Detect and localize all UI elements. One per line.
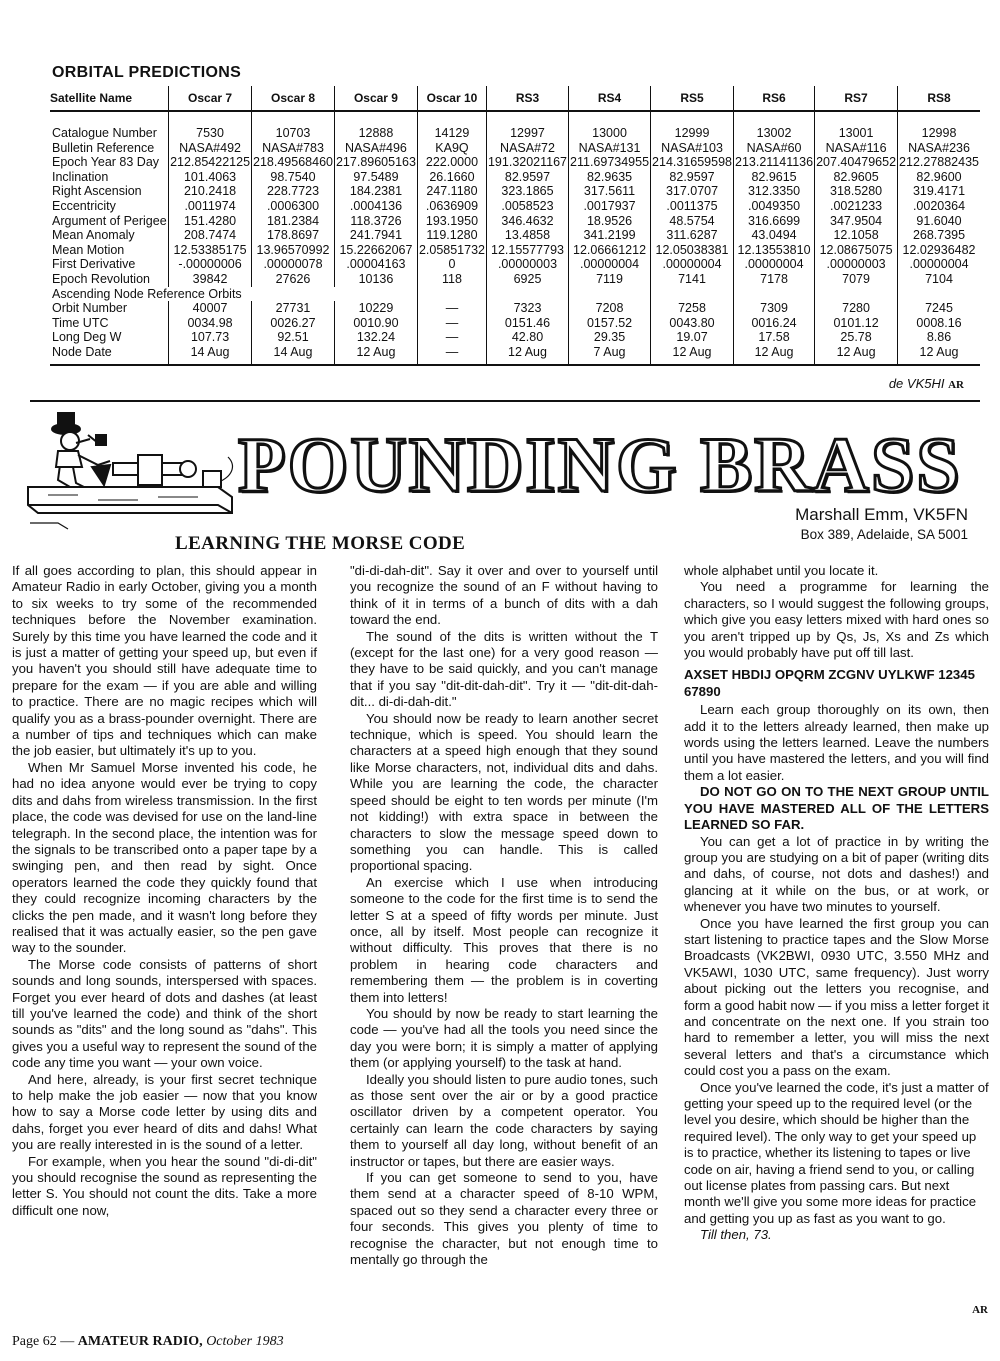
table-cell: 2.05851732 — [418, 242, 485, 257]
table-cell: 7 Aug — [569, 345, 651, 365]
row-label: Node Date — [52, 344, 112, 359]
table-cell: 48.5754 — [651, 214, 734, 229]
article-column-2 — [350, 563, 658, 1268]
row-label: Right Ascension — [52, 184, 142, 199]
table-cell: 317.0707 — [651, 184, 734, 199]
table-cell: 82.9635 — [569, 170, 651, 185]
table-cell: 43.0494 — [734, 228, 815, 243]
table-cell: -.00000006 — [169, 257, 252, 272]
table-cell: 19.07 — [651, 330, 734, 345]
table-cell: 39842 — [169, 272, 252, 287]
table-cell: .0011375 — [651, 199, 734, 214]
satellite-column-header: Oscar 7 — [169, 86, 252, 111]
table-row — [50, 330, 980, 345]
table-cell: 12998 — [898, 126, 980, 141]
table-cell: 29.35 — [569, 330, 651, 345]
table-cell: 211.69734955 — [570, 155, 650, 170]
paragraph: An exercise which I use when introducing someone to the code for the first time is to send the letter S at a speed of fifty words per minute. Just once, all by itself. Most people can recognize it without difficulty. This proves that there is no problem in hearing code characters and remembering them — the problem is in coverting them into letters! — [350, 874, 658, 1005]
table-cell: .0011974 — [169, 199, 252, 214]
table-cell: 118 — [417, 272, 486, 287]
table-row — [50, 170, 980, 185]
row-label: Epoch Revolution — [52, 271, 150, 286]
table-cell: — — [417, 301, 486, 316]
end-mark: AR — [948, 379, 964, 391]
table-cell: 12 Aug — [734, 345, 815, 365]
table-cell — [569, 287, 651, 302]
table-cell: 214.31659598 — [652, 155, 732, 170]
table-cell: 12.1058 — [815, 228, 898, 243]
table-cell: 7178 — [734, 272, 815, 287]
table-cell: 7141 — [651, 272, 734, 287]
table-cell: .00004163 — [334, 257, 417, 272]
table-cell — [651, 287, 734, 302]
table-cell: 213.21141136 — [735, 155, 814, 170]
table-cell: .0058523 — [486, 199, 568, 214]
table-cell: 12.08675075 — [815, 243, 898, 258]
table-cell: 12 Aug — [334, 345, 417, 365]
table-row — [50, 214, 980, 229]
table-cell — [815, 287, 898, 302]
morse-letter-groups: AXSET HBDIJ OPQRM ZCGNV UYLKWF 12345 67890 — [684, 667, 975, 699]
table-spacer-row — [50, 111, 980, 126]
table-header-row — [50, 86, 980, 111]
satellite-column-header: RS7 — [815, 86, 898, 111]
table-cell: NASA#72 — [486, 141, 568, 156]
table-cell — [734, 287, 815, 302]
table-cell: 318.5280 — [815, 184, 898, 199]
author-name: Marshall Emm, VK5FN — [795, 505, 968, 524]
table-row — [50, 228, 980, 243]
table-cell: .00000004 — [734, 257, 815, 272]
paragraph: Learn each group thoroughly on its own, then add it to the letters already learned, then make up words using the letters learned. Leave the numbers until you have mastered the letters, and you will find them a lot easier. — [684, 702, 989, 783]
table-cell: 184.2381 — [334, 184, 417, 199]
satellite-name-header: Satellite Name — [50, 86, 169, 111]
table-cell: 268.7395 — [898, 228, 980, 243]
table-cell: 212.85422125 — [170, 155, 251, 170]
table-cell: 27626 — [252, 272, 335, 287]
table-cell: .00000004 — [569, 257, 651, 272]
row-label: Mean Anomaly — [52, 228, 135, 243]
article-column-1 — [12, 563, 317, 1219]
table-cell: 101.4063 — [169, 170, 252, 185]
table-cell: 13001 — [815, 126, 898, 141]
table-cell: 7258 — [651, 301, 734, 316]
row-label: Catalogue Number — [52, 126, 157, 140]
table-cell: 14129 — [417, 126, 486, 141]
paragraph: You can get a lot of practice in by writing the group you are studying on a bit of paper (writing dits and dahs, of course, not dots and dashes!) and glancing at it while on the bus, or at work, or whenever you have two minutes to yourself. — [684, 833, 989, 915]
table-cell: 15.22662067 — [334, 243, 417, 258]
satellite-column-header: Oscar 9 — [334, 86, 417, 111]
table-cell: 119.1280 — [417, 228, 486, 243]
table-cell: 317.5611 — [569, 184, 651, 199]
table-cell: 12.02936482 — [898, 243, 980, 258]
table-row — [50, 257, 980, 272]
table-cell: 42.80 — [486, 330, 568, 345]
table-cell: 13000 — [569, 126, 651, 141]
end-mark: AR — [972, 1304, 988, 1316]
table-cell: 12.15577793 — [486, 243, 568, 258]
table-cell: 181.2384 — [252, 214, 335, 229]
table-cell: .00000078 — [252, 257, 335, 272]
table-cell: 0151.46 — [486, 316, 568, 331]
paragraph: "di-di-dah-dit". Say it over and over to yourself until you recognize the sound of an F without having to think of it in terms of a bunch of dits with a dah toward the end. — [350, 563, 658, 628]
table-cell: 40007 — [169, 301, 252, 316]
row-label: Time UTC — [52, 315, 109, 330]
table-cell: 228.7723 — [252, 184, 335, 199]
row-label: Epoch Year 83 Day — [52, 155, 160, 170]
table-cell: .00000004 — [651, 257, 734, 272]
table-cell: 241.7941 — [334, 228, 417, 243]
table-cell: .0049350 — [734, 199, 815, 214]
table-cell: NASA#116 — [815, 141, 898, 156]
table-cell: 7079 — [815, 272, 898, 287]
table-cell: 0016.24 — [734, 316, 815, 331]
author-address: Box 389, Adelaide, SA 5001 — [800, 527, 968, 542]
table-cell: 82.9597 — [486, 170, 568, 185]
table-cell: 7208 — [569, 301, 651, 316]
table-cell: 18.9526 — [569, 214, 651, 229]
table-cell: .00000003 — [815, 257, 898, 272]
row-label: Long Deg W — [52, 330, 122, 345]
table-cell: 14 Aug — [252, 345, 335, 365]
paragraph: For example, when you hear the sound "di-di-dit" you should recognise the sound as representing the letter S. You should not count the dits. Take a more difficult one now, — [12, 1153, 317, 1218]
table-cell: 118.3726 — [334, 214, 417, 229]
row-label: Bulletin Reference — [52, 140, 155, 155]
row-label: First Derivative — [52, 257, 136, 272]
credit-text: de VK5HI — [888, 376, 945, 391]
table-cell: 217.89605163 — [335, 155, 416, 170]
table-cell: 10229 — [334, 301, 417, 316]
table-cell: 92.51 — [252, 330, 335, 345]
table-cell: 0026.27 — [252, 316, 335, 331]
row-label: Argument of Perigee — [52, 213, 167, 228]
table-cell: 10703 — [252, 126, 335, 141]
table-cell: 0043.80 — [651, 316, 734, 331]
table-cell: 347.9504 — [815, 214, 898, 229]
table-row — [50, 199, 980, 214]
table-cell: 98.7540 — [252, 170, 335, 185]
table-cell: 212.27882435 — [899, 155, 979, 170]
table-cell: 25.78 — [815, 330, 898, 345]
table-cell: 0008.16 — [898, 316, 980, 331]
orbital-predictions-title: ORBITAL PREDICTIONS — [52, 64, 242, 81]
table-cell: 12.53385175 — [169, 243, 252, 258]
table-cell: 8.86 — [898, 330, 980, 345]
table-cell: 14 Aug — [169, 345, 252, 365]
paragraph: Once you've learned the code, it's just a matter of getting your speed up to the required level (or the level you desire, which should be higher than the required level). The only way to get your speed up is to practice, whether its listening to tapes or live code on air, having a friend send to you, or calling out license plates from passing cars. But next month we'll give you some more ideas for practice and getting you up as fast as you want to go. — [684, 1079, 989, 1226]
table-cell: 132.24 — [334, 330, 417, 345]
table-cell: NASA#131 — [569, 141, 651, 156]
table-cell: 82.9605 — [815, 170, 898, 185]
table-row — [50, 243, 980, 258]
paragraph: Ideally you should listen to pure audio tones, such as those sent over the air or by a good practice oscillator driven by a competent operator. You certainly can learn the code characters by saying them to yourself all day long, without benefit of an instructor or tapes, but there are easier ways. — [350, 1071, 658, 1169]
table-cell: 7104 — [898, 272, 980, 287]
table-cell: 222.0000 — [417, 155, 486, 170]
magazine-name: AMATEUR RADIO, — [77, 1334, 203, 1349]
table-cell: 13.4858 — [486, 228, 568, 243]
table-cell: 191.32021167 — [487, 155, 568, 170]
row-label: Ascending Node Reference Orbits — [52, 286, 242, 301]
table-cell: 7245 — [898, 301, 980, 316]
table-cell: 7119 — [569, 272, 651, 287]
table-cell: .0021233 — [815, 199, 898, 214]
table-cell: 6925 — [486, 272, 568, 287]
table-cell: .00000003 — [486, 257, 568, 272]
table-cell: .00000004 — [898, 257, 980, 272]
table-cell: 12 Aug — [486, 345, 568, 365]
row-label: Mean Motion — [52, 242, 125, 257]
table-cell: 26.1660 — [417, 170, 486, 185]
paragraph: The sound of the dits is written without the T (except for the last one) for a very good reason — they have to be said quickly, and you can't manage that if you say "dit-dit-dah-dit". Try it — "dit-dit-dah-dit... di-di-dah-dit." — [350, 628, 658, 710]
table-cell: 207.40479652 — [816, 155, 897, 170]
satellite-column-header: RS8 — [898, 86, 980, 111]
table-cell: 0101.12 — [815, 316, 898, 331]
table-cell: 7309 — [734, 301, 815, 316]
section-divider — [30, 400, 980, 402]
table-cell: 312.3350 — [734, 184, 815, 199]
satellite-column-header: RS4 — [569, 86, 651, 111]
orbital-credit — [889, 376, 964, 391]
table-row — [50, 287, 980, 302]
page-footer — [12, 1334, 284, 1350]
row-label: Inclination — [52, 169, 109, 184]
table-cell: NASA#60 — [734, 141, 815, 156]
article-column-3 — [684, 563, 989, 1244]
table-cell — [417, 287, 486, 302]
table-cell: 346.4632 — [486, 214, 568, 229]
table-cell: NASA#236 — [898, 141, 980, 156]
table-cell: .0017937 — [569, 199, 651, 214]
table-cell: 82.9600 — [898, 170, 980, 185]
paragraph: If you can get someone to send to you, have them send at a character speed of 8-10 WPM, spaced out so they send a character every three or four seconds. This gives you plenty of time to recognise the character, but not enough time to mentally go through the — [350, 1170, 658, 1268]
table-cell: 12 Aug — [651, 345, 734, 365]
table-cell: 311.6287 — [651, 228, 734, 243]
morse-key-cartoon-illustration — [18, 405, 243, 535]
table-cell: 0010.90 — [334, 316, 417, 331]
table-row — [50, 184, 980, 199]
paragraph: And here, already, is your first secret technique to help make the job easier — now that you know how to say a Morse code letter by using dits and dahs, forget you ever heard of dits and dahs! What you are really interested in is the sound of a letter. — [12, 1071, 317, 1153]
table-cell: 27731 — [252, 301, 335, 316]
table-row — [50, 301, 980, 316]
table-cell: 323.1865 — [486, 184, 568, 199]
satellite-column-header: Oscar 8 — [252, 86, 335, 111]
table-cell: 13.96570992 — [252, 243, 335, 258]
table-cell: 12997 — [486, 126, 568, 141]
table-cell: 341.2199 — [569, 228, 651, 243]
table-cell: 7280 — [815, 301, 898, 316]
table-cell: 208.7474 — [169, 228, 252, 243]
table-cell: 193.1950 — [417, 214, 486, 229]
table-cell: 178.8697 — [252, 228, 335, 243]
satellite-column-header: Oscar 10 — [417, 86, 486, 111]
table-cell: 82.9597 — [651, 170, 734, 185]
table-cell: 319.4171 — [898, 184, 980, 199]
table-cell — [898, 287, 980, 302]
table-row — [50, 345, 980, 365]
article-headline: LEARNING THE MORSE CODE — [175, 533, 466, 554]
table-cell: 107.73 — [169, 330, 252, 345]
paragraph: You need a programme for learning the characters, so I would suggest the following groups, which give you easy letters mixed with hard ones so you aren't tripped up by Qs, Js, Xs and Zs which you would probably have put off till last. — [684, 579, 989, 661]
table-cell: 12888 — [334, 126, 417, 141]
row-label: Orbit Number — [52, 301, 128, 316]
table-cell: 12.05038381 — [651, 243, 734, 258]
table-cell: 151.4280 — [169, 214, 252, 229]
table-row — [50, 155, 980, 170]
table-cell: 316.6699 — [734, 214, 815, 229]
table-cell: 91.6040 — [898, 214, 980, 229]
table-cell: 0034.98 — [169, 316, 252, 331]
table-cell: KA9Q — [417, 141, 486, 156]
table-cell: 0 — [417, 257, 486, 272]
table-cell: 210.2418 — [169, 184, 252, 199]
paragraph: You should now be ready to learn another secret technique, which is speed. You should learn the characters at a speed high enough that they sound like Morse characters, not, individual dits and dahs. While you are learning the code, the character speed should be eight to ten words per minute (I'm not kidding!) with extra space in between the characters to slow the message speed down to something you can handle. This is called proportional spacing. — [350, 710, 658, 874]
row-label: Eccentricity — [52, 198, 116, 213]
table-row — [50, 272, 980, 287]
orbital-predictions-table — [50, 86, 980, 366]
table-cell: NASA#103 — [651, 141, 734, 156]
table-cell: — — [417, 330, 486, 345]
table-cell: — — [417, 345, 486, 365]
table-cell: NASA#492 — [169, 141, 252, 156]
table-cell: 7323 — [486, 301, 568, 316]
table-cell: .0004136 — [334, 199, 417, 214]
issue-date: October 1983 — [206, 1334, 284, 1349]
table-row — [50, 141, 980, 156]
paragraph: Once you have learned the first group you can start listening to practice tapes and the Slow Morse Broadcasts (VK2BWI, 0930 UTC, 3.550 MHz and VK5AWI, 1030 UTC, same frequency). Just worry about picking out the letters you recognise, and form a good habit now — if you miss a letter forget it and concentrate on the next one. If you strain too hard to remember a letter, you will miss the next several letters and that's a circumstance which could cost you a pass on the exam. — [684, 915, 989, 1079]
table-cell: NASA#496 — [334, 141, 417, 156]
paragraph: You should by now be ready to start learning the code — you've had all the tools you need since the day you were born; it is simply a matter of applying them (or applying yourself) to the task at hand. — [350, 1005, 658, 1071]
table-cell: .0020364 — [898, 199, 980, 214]
satellite-column-header: RS6 — [734, 86, 815, 111]
table-cell: 12 Aug — [898, 345, 980, 365]
satellite-column-header: RS5 — [651, 86, 734, 111]
table-cell — [486, 287, 568, 302]
paragraph: whole alphabet until you locate it. — [684, 563, 879, 578]
table-cell: .0636909 — [417, 199, 486, 214]
table-row — [50, 126, 980, 141]
table-cell: 10136 — [334, 272, 417, 287]
satellite-column-header: RS3 — [486, 86, 568, 111]
table-cell: 247.1180 — [417, 184, 486, 199]
table-cell: 12 Aug — [815, 345, 898, 365]
table-cell: 12.06661212 — [569, 243, 651, 258]
sign-off: Till then, 73. — [700, 1227, 772, 1243]
warning-paragraph: DO NOT GO ON TO THE NEXT GROUP UNTIL YOU HAVE MASTERED ALL OF THE LETTERS LEARNED SO FAR. — [684, 784, 989, 833]
table-cell: 218.49568460 — [253, 155, 333, 170]
table-row — [50, 316, 980, 331]
table-cell: 13002 — [734, 126, 815, 141]
column-banner-title: POUNDING BRASS — [238, 421, 962, 508]
table-cell: 0157.52 — [569, 316, 651, 331]
table-cell: 82.9615 — [734, 170, 815, 185]
table-cell: 97.5489 — [334, 170, 417, 185]
table-cell: .0006300 — [252, 199, 335, 214]
paragraph: The Morse code consists of patterns of short sounds and long sounds, interspersed with spaces. Forget you ever heard of dots and dashes (at least till you've learned the code) and think of the short sounds as "dits" and the long sound as "dahs". This gives you a useful way to represent the sound of the code any time you want — your own voice. — [12, 956, 317, 1071]
table-cell: NASA#783 — [252, 141, 335, 156]
paragraph: If all goes according to plan, this should appear in Amateur Radio in early October, giving you a month to six weeks to try some of the recommended techniques before the November examination. Surely by this time you have learned the code and it is just a matter of getting your speed up, but even if you haven't you should still have adequate time to prepare for the exam — if you are able and willing to practice. There are no magic recipes which will qualify you as a brass-pounder overnight. There are a number of tips and techniques which can make the job easier, but ultimately it's up to you. — [12, 563, 317, 759]
paragraph: When Mr Samuel Morse invented his code, he had no idea anyone would ever be trying to copy dits and dahs from wireless transmission. In the first place, the code was devised for use on the land-line telegraph. In the second place, the intention was for the signals to be transcribed onto a paper tape by a swinging pen, and then read by sight. Once operators learned the code they quickly found that they could recognize incoming characters by the clicks the pen made, and it wasn't long before they realised that it was actually easier, so the pen gave way to the sounder. — [12, 759, 317, 956]
table-cell: 12999 — [651, 126, 734, 141]
page-number: Page 62 — — [12, 1334, 75, 1349]
table-cell: 12.13553810 — [734, 243, 815, 258]
table-cell: 17.58 — [734, 330, 815, 345]
table-cell: — — [417, 316, 486, 331]
table-cell: 7530 — [169, 126, 252, 141]
